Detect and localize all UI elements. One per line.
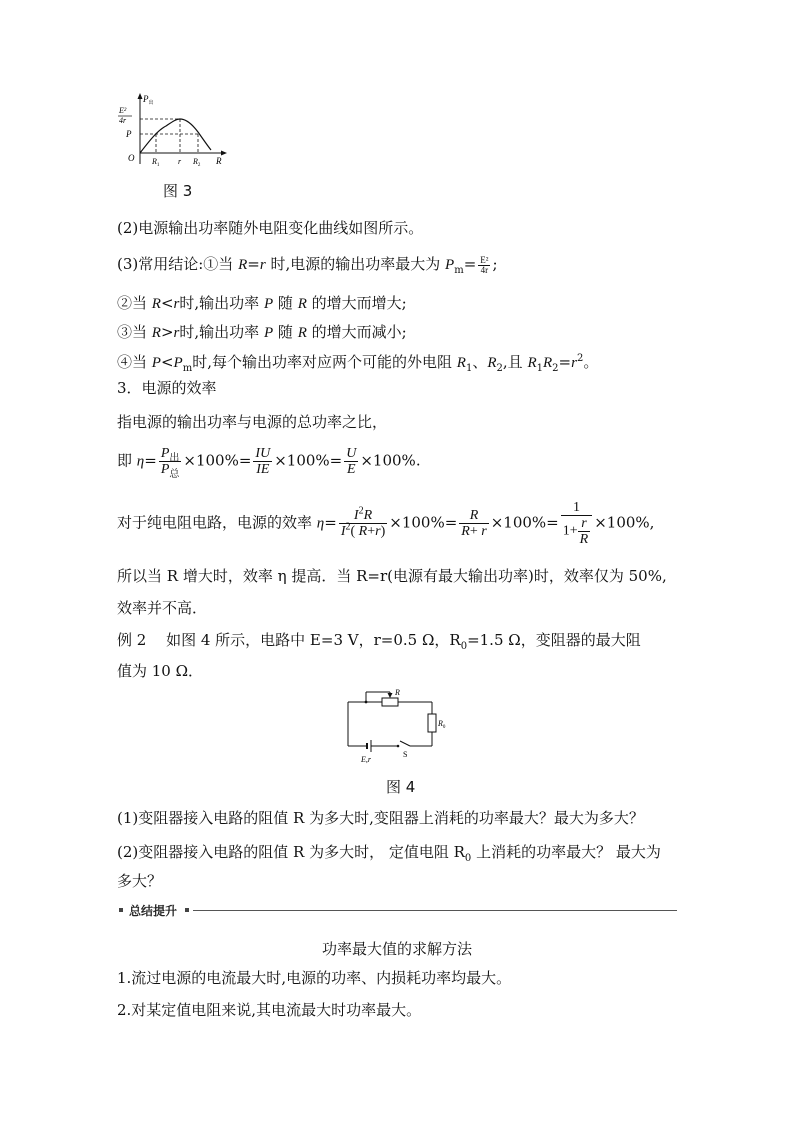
e2-label: E² xyxy=(119,106,127,115)
summary-rule xyxy=(193,910,677,911)
line-2-curve-note: (2)电源输出功率随外电阻变化曲线如图所示。 xyxy=(117,219,424,237)
line-8-efficiency-formula: 即 η= $\frac{P_出}{P_总}$ ×100%= $\frac{IU}{IE}$ ×100%= $\frac{U}{E}$ ×100%. xyxy=(117,446,421,480)
example-2-line-2: 值为 10 Ω． xyxy=(117,662,204,680)
fourr-label: 4r xyxy=(119,116,127,125)
summary-header xyxy=(117,903,677,917)
fraction-iu-ie: $\frac{IU}{IE}$ xyxy=(255,446,271,477)
summary-right-square xyxy=(185,908,189,912)
summary-item-2: 2.对某定值电阻来说,其电流最大时功率最大。 xyxy=(117,1001,422,1019)
figure-3-caption: 图 3 xyxy=(163,182,193,200)
battery-label: E,r xyxy=(361,755,371,764)
x-axis-label: R xyxy=(216,156,222,166)
p-label: P xyxy=(126,129,132,139)
figure-3-graph xyxy=(112,92,232,170)
line-9-pure-resistance: 对于纯电阻电路，电源的效率 η= $\frac{I^2R}{I^2( R+r)}$ ×100%= $\frac{R}{R+ r}$ ×100%= 1 1+ $\frac{r}{R}$ ×100%, xyxy=(117,500,655,547)
question-2-line-2: 多大？ xyxy=(117,872,163,890)
example-2-line-1: 例 2 如图 4 所示，电路中 E=3 V，r=0.5 Ω，$R_0=1.5$ Ω，变阻器的最大阻 xyxy=(117,631,641,652)
r1-label: $R_1$ xyxy=(152,157,160,168)
r-label: r xyxy=(178,157,182,166)
power-curve xyxy=(140,119,211,153)
switch-label: S xyxy=(403,750,408,759)
line-6-rule: ④当 $P<P_m$时,每个输出功率对应两个可能的外电阻 $R_1$、$R_2$,且 $R_1R_2=r^2$。 xyxy=(117,353,599,374)
origin-label: O xyxy=(128,153,135,163)
question-1: (1)变阻器接入电路的阻值 R 为多大时,变阻器上消耗的功率最大？最大为多大？ xyxy=(117,809,644,827)
switch-blade xyxy=(400,741,410,746)
line-4-rule: ②当 R<r时,输出功率 P 随 R 的增大而增大; xyxy=(117,294,407,312)
x-axis-arrow xyxy=(221,151,227,156)
rheostat-body xyxy=(382,698,398,706)
line-7-definition: 指电源的输出功率与电源的总功率之比， xyxy=(117,413,388,431)
pm-fraction: $\frac{\text{E²}}{4r}$ xyxy=(480,254,489,275)
fraction-r-rr: $\frac{R}{R+ r}$ xyxy=(461,508,487,539)
resistor-r0 xyxy=(428,714,436,732)
fraction-p-out-p-total: $\frac{P_出}{P_总}$ xyxy=(160,446,180,480)
r2-label: $R_2$ xyxy=(193,157,201,168)
summary-heading: 功率最大值的求解方法 xyxy=(321,940,472,958)
r0-label: $R_0$ xyxy=(438,719,446,730)
figure-4-circuit xyxy=(340,686,450,768)
figure-4-caption: 图 4 xyxy=(386,778,416,796)
y-axis-arrow xyxy=(138,93,143,99)
junction-dot xyxy=(365,701,368,704)
line-11-conclusion: 效率并不高． xyxy=(117,599,208,617)
summary-title: 总结提升 xyxy=(129,904,178,918)
fraction-one-over: 1 1+ $\frac{r}{R}$ xyxy=(561,500,592,547)
summary-item-1: 1.流过电源的电流最大时,电源的功率、内损耗功率均最大。 xyxy=(117,969,512,987)
section-3-heading: 3．电源的效率 xyxy=(117,379,217,397)
line-3-conclusion: (3)常用结论:①当 R=r 时,电源的输出功率最大为 $P_m=$ $\frac{\text{E²}}{4r}$ ; xyxy=(117,254,498,276)
rheostat-label: R xyxy=(395,688,400,697)
fraction-u-e: $\frac{U}{E}$ xyxy=(346,446,357,477)
line-5-rule: ③当 R>r时,输出功率 P 随 R 的增大而减小; xyxy=(117,323,407,341)
question-2-line-1: (2)变阻器接入电路的阻值 R 为多大时， 定值电阻 $R_0$ 上消耗的功率最大？ 最大为 xyxy=(117,843,661,864)
y-axis-label: $P_出$ xyxy=(143,94,154,106)
line-10-conclusion: 所以当 R 增大时，效率 η 提高．当 R=r(电源有最大输出功率)时，效率仅为 50%, xyxy=(117,567,667,585)
fraction-i2r: $\frac{I^2R}{I^2( R+r)}$ xyxy=(340,505,386,539)
summary-left-square xyxy=(119,908,123,912)
